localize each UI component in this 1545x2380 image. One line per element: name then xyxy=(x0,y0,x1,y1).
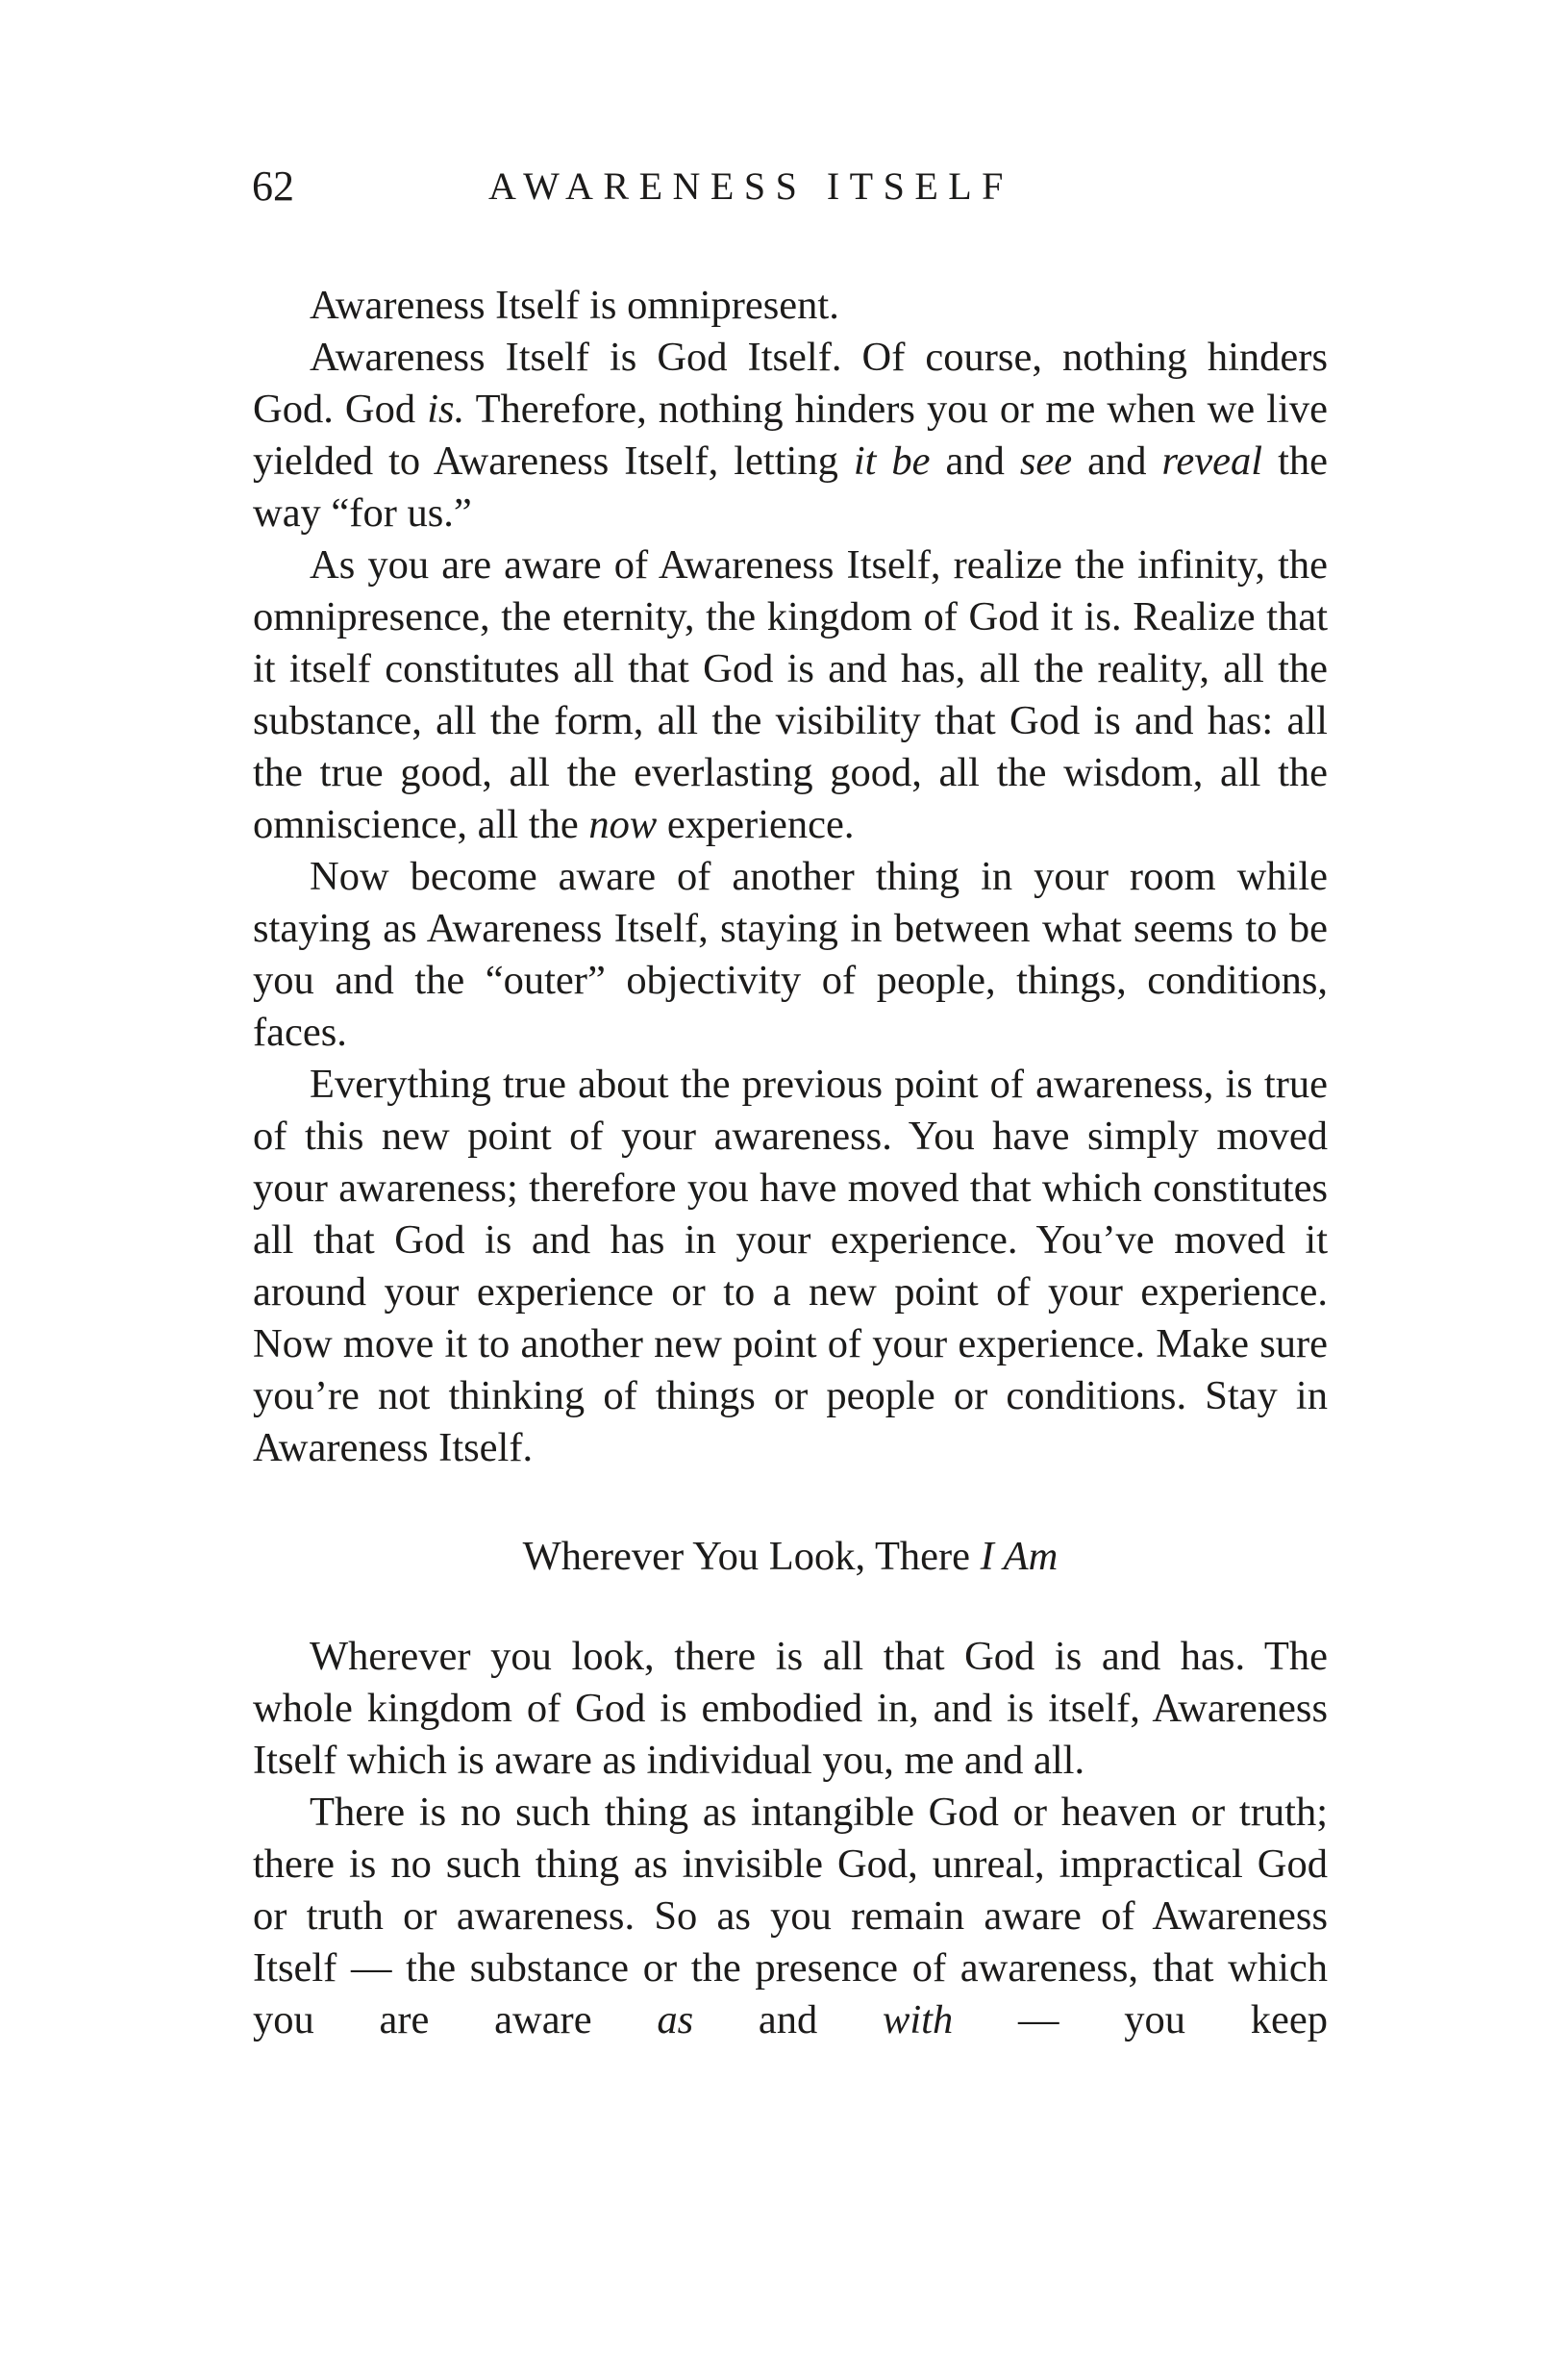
paragraph xyxy=(253,332,1328,539)
italic-text: now xyxy=(588,802,658,847)
text-run: and xyxy=(930,438,1020,484)
text-run: and xyxy=(693,1997,884,2042)
italic-text: it be xyxy=(853,438,931,484)
paragraph xyxy=(253,280,1328,332)
italic-text: see xyxy=(1019,438,1073,484)
section-heading xyxy=(253,1531,1328,1583)
text-run: There is no such thing as intangible God or heaven or truth; there is no such thing as invisible God, unreal, impractical God or truth or awareness. So as you remain aware of Awareness Itself — the substance or the presence of awareness, that which you are aware xyxy=(253,1790,1328,2042)
text-run: Awareness Itself is omnipresent. xyxy=(310,283,839,328)
text-run: Wherever you look, there is all that God is and has. The whole kingdom of God is embodied in, and is itself, Awareness Itself which is aware as individual you, me and all. xyxy=(253,1634,1328,1783)
italic-text: with xyxy=(883,1997,954,2042)
italic-text: reveal xyxy=(1161,438,1263,484)
text-run: — you keep xyxy=(953,1997,1328,2042)
paragraph xyxy=(253,1059,1328,1474)
paragraph xyxy=(253,1631,1328,1787)
text-run: Awareness Itself is God Itself. Of course, nothing hinders God. God xyxy=(253,335,1328,432)
text-run: Everything true about the previous point of awareness, is true of this new point of your awareness. You have simply moved your awareness; therefore you have moved that which constitutes all that God is and has in your experience. You’ve moved it around your experience or to a new point of your experience. Now move it to another new point of your experience. Make sure you’re not thinking of things or people or conditions. Stay in Awareness Itself. xyxy=(253,1062,1328,1470)
paragraph xyxy=(253,1787,1328,2046)
section-heading-italic: I Am xyxy=(980,1534,1059,1579)
italic-text: is. xyxy=(427,387,465,432)
body-text-section-2 xyxy=(253,1631,1328,2046)
text-run: As you are aware of Awareness Itself, realize the infinity, the omnipresence, the eternity, the kingdom of God it is. Realize that it itself constitutes all that God is and has, all the reality, all the substance, all the form, all the visibility that God is and has: all the true good, all the everlasting good, all the wisdom, all the omniscience, all the xyxy=(253,542,1328,847)
text-run: Therefore, nothing hinders you or me when we live yielded to Awareness Itself, letting xyxy=(253,387,1328,484)
italic-text: as xyxy=(657,1997,694,2042)
paragraph xyxy=(253,851,1328,1059)
body-text-section-1 xyxy=(253,280,1328,1474)
text-run: and xyxy=(1072,438,1162,484)
text-run: experience. xyxy=(657,802,855,847)
paragraph xyxy=(253,539,1328,851)
text-run: Now become aware of another thing in your room while staying as Awareness Itself, staying in between what seems to be you and the “outer” objectivity of people, things, conditions, faces. xyxy=(253,854,1328,1055)
text-run: the way “for us.” xyxy=(253,438,1328,536)
running-head: AWARENESS ITSELF xyxy=(488,164,1013,208)
page-number: 62 xyxy=(252,163,294,210)
section-heading-text: Wherever You Look, There xyxy=(522,1534,981,1579)
